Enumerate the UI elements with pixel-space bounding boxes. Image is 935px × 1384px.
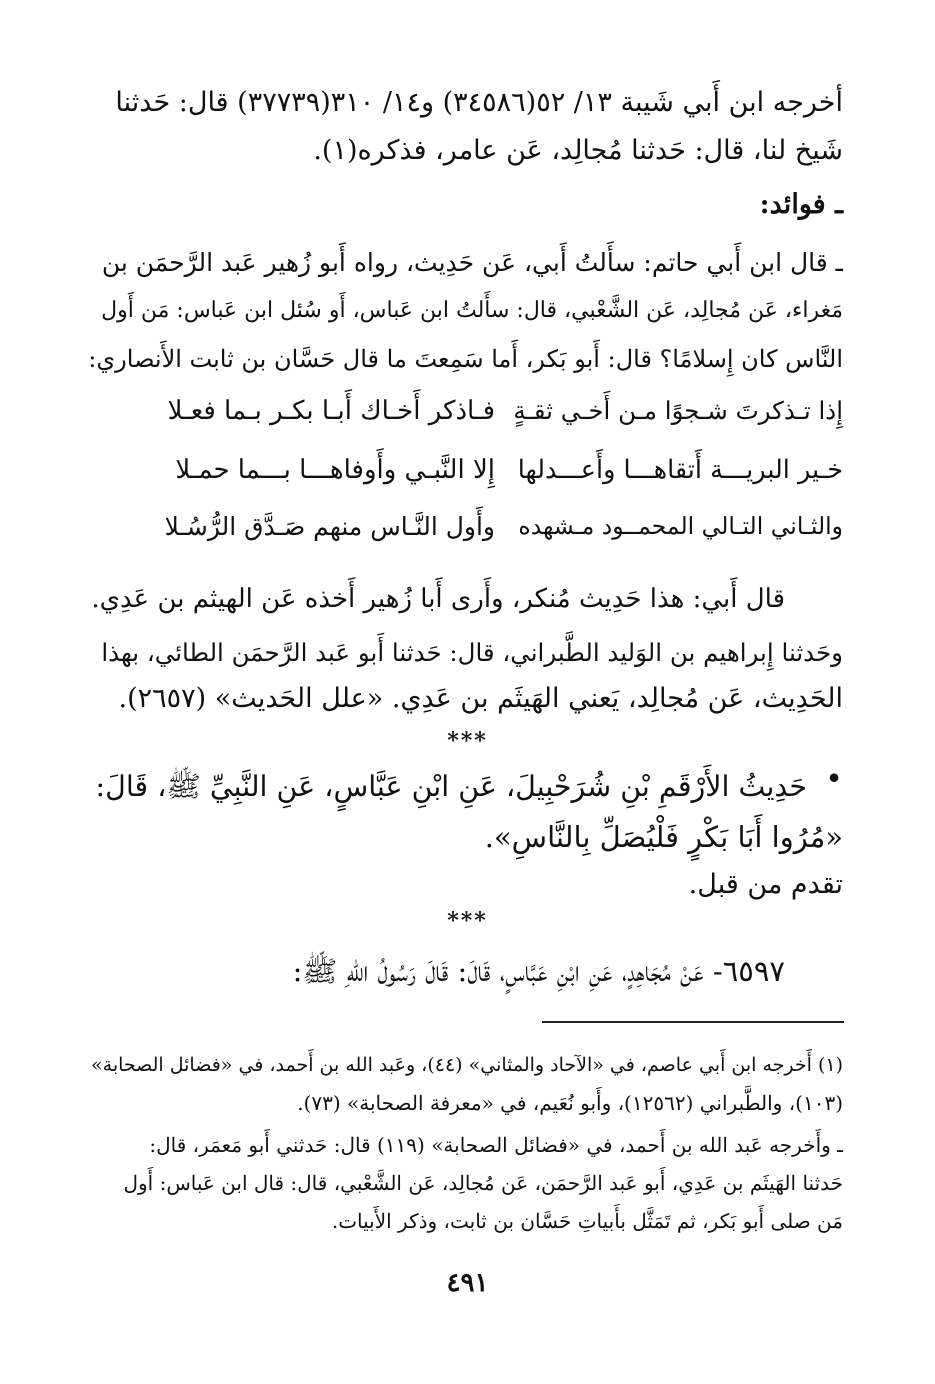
footnote-line: مَن صلى أَبو بَكر، ثم تَمَثَّل بأَبياتِ حَسَّان بن ثابت، وذكر الأَبيات.	[331, 1209, 843, 1233]
footnote-line: (١) أَخرجه ابن أَبي عاصم، في «الآحاد والمثاني» (٤٤)، وعَبد الله بن أَحمد، في «فضائل الصحابة»	[91, 1054, 843, 1076]
page-number: ٤٩١	[446, 1268, 489, 1298]
footnote-line: حَدثنا الهَيثَم بن عَدِي، أَبو عَبد الرَّحمَن، عَن مُجالِد، عَن الشَّعْبي، قال: قال ابن عَباس: أَول	[123, 1171, 843, 1195]
paragraph-line: وحَدثنا إِبراهيم بن الوَليد الطَّبراني، قال: حَدثنا أَبو عَبد الرَّحمَن الطائي، بهذا	[101, 638, 843, 667]
poem-second-hemistich: فـاذكر أَخـاك أَبـا بكـر بـما فعـلا	[167, 396, 495, 426]
footnote-line: (١٠٣)، والطَّبراني (١٢٥٦٢)، وأَبو نُعَيم، في «معرفة الصحابة» (٧٣).	[297, 1091, 843, 1115]
poem-first-hemistich: والثـاني التـالي المحمــود مـشهده	[518, 512, 843, 540]
section-heading: ـ فوائد:	[759, 189, 843, 220]
footnote-line: ـ وأَخرجه عَبد الله بن أَحمد، في «فضائل الصحابة» (١١٩) قال: حَدثني أَبو مَعمَر، قال:	[149, 1133, 843, 1157]
footnote-separator	[542, 1021, 844, 1023]
poem-second-hemistich: وأَول النَّـاس منهم صَـدَّق الرُّسُـلا	[164, 512, 495, 541]
paragraph-line: النَّاس كان إِسلامًا؟ قال: أَبو بَكر، أَما سَمِعتَ ما قال حَسَّان بن ثابت الأَنصاري:	[88, 345, 843, 373]
poem-first-hemistich: خـير البريـــة أَتقاهـــا وأَعـــدلها	[517, 455, 843, 485]
poem-second-hemistich: إِلا النَّبـي وأَوفاهـــا بـــما حمـلا	[175, 455, 495, 485]
paragraph-line: مَغراء، عَن مُجالِد، عَن الشَّعْبي، قال: سأَلتُ ابن عَباس، أَو سُئل ابن عَباس: مَن أَول	[101, 298, 843, 323]
section-separator-stars: ***	[447, 728, 488, 754]
paragraph-line: تقدم من قبل.	[688, 869, 843, 900]
hadith-text-line: حَدِيثُ الأَرْقَمِ بْنِ شُرَحْبِيلَ، عَنِ ابْنِ عَبَّاسٍ، عَنِ النَّبِيِّ ﷺ، قَالَ:	[95, 770, 807, 803]
hadith-heading-6597: ٦٥٩٧- عَنْ مُجَاهِدٍ، عَنِ ابْنِ عَبَّاسٍ، قَالَ: قَالَ رَسُولُ اللهِ ﷺ:	[292, 954, 785, 988]
paragraph-line: قال أَبي: هذا حَدِيث مُنكر، وأَرى أَبا زُهير أَخذه عَن الهيثم بن عَدِي.	[91, 584, 785, 614]
bullet-icon: •	[825, 762, 843, 797]
hadith-text-line: «مُرُوا أَبَا بَكْرٍ فَلْيُصَلِّ بِالنَّاسِ».	[484, 820, 843, 854]
paragraph-line: شَيخ لنا، قال: حَدثنا مُجالِد، عَن عامر، فذكره(١).	[313, 135, 843, 166]
paragraph-line: أخرجه ابن أَبي شَيبة ١٣/ ٥٢(٣٤٥٨٦) و١٤/ ٣١٠(٣٧٧٣٩) قال: حَدثنا	[115, 87, 843, 118]
poem-first-hemistich: إِذا تـذكرتَ شـجوًا مـن أَخـي ثقـةٍ	[513, 396, 843, 425]
paragraph-line: الحَدِيث، عَن مُجالِد، يَعني الهَيثَم بن عَدِي. «علل الحَديث» (٢٦٥٧).	[118, 683, 843, 714]
section-separator-stars: ***	[447, 908, 488, 934]
paragraph-line: ـ قال ابن أَبي حاتم: سأَلتُ أَبي، عَن حَدِيث، رواه أَبو زُهير عَبد الرَّحمَن بن	[101, 248, 843, 277]
